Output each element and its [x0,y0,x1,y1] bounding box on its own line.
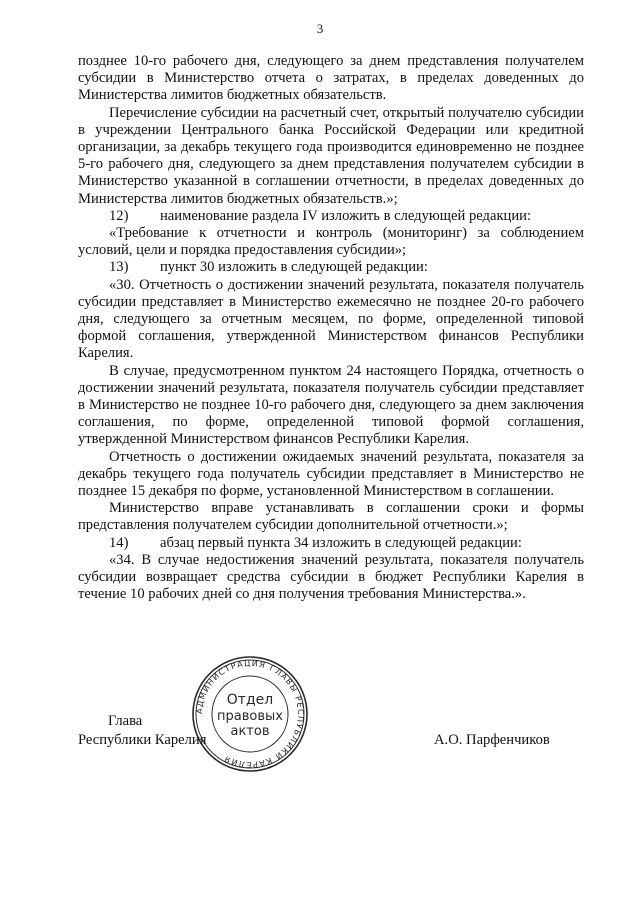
stamp-line-1: Отдел [226,692,274,708]
list-item-12 [109,208,584,225]
paragraph-clause-30: «30. Отчетность о достижении значений результата, показателя получатель субсидии представляет в Министерство ежемесячно не позднее 20-го рабочего дня, следующего за отчетным месяцем, по форме, определенной типовой формой соглашения, утвержденной Министерством финансов Республики Карелия. [78,276,584,362]
list-item-number: 14) [109,534,129,551]
list-item-text: пункт 30 изложить в следующей редакции: [160,259,428,276]
list-item-number: 12) [109,207,129,224]
page-number: 3 [316,21,324,36]
paragraph-december-report: Отчетность о достижении ожидаемых значений результата, показателя за декабрь текущего года получатель субсидии представляет в Министерство не позднее 15 декабря по форме, установленной Министерством в соглашении. [78,448,584,500]
paragraph-section-title: «Требование к отчетности и контроль (мониторинг) за соблюдением условий, цели и порядка предоставления субсидии»; [78,225,584,259]
list-item-14 [109,535,584,552]
stamp-ring-text: АДМИНИСТРАЦИЯ ГЛАВЫ РЕСПУБЛИКИ КАРЕЛИЯ [194,658,306,770]
stamp-line-3: актов [230,724,270,739]
list-item-number: 13) [109,259,129,276]
paragraph-continuation: позднее 10-го рабочего дня, следующего за днем представления получателем субсидии в Министерство отчета о затратах, в пределах доведенных до Министерства лимитов бюджетных обязательств. [78,53,584,104]
document-body [78,53,584,604]
signatory-title-line-2: Республики Карелия [78,732,207,748]
list-item-13 [109,259,584,276]
paragraph-clause-34: «34. В случае недостижения значений результата, показателя получатель субсидии возвращает средства субсидии в бюджет Республики Карелия в течение 10 рабочих дней со дня получения требования Министерства.». [78,551,584,603]
stamp-line-2: правовых [217,709,283,724]
signatory-title [78,712,338,750]
signatory-name: А.О. Парфенчиков [434,732,550,748]
list-item-text: абзац первый пункта 34 изложить в следующей редакции: [160,534,522,551]
paragraph-case-24: В случае, предусмотренном пунктом 24 настоящего Порядка, отчетность о достижении значений результата, показателя получатель субсидии представляет в Министерство не позднее 10-го рабочего дня, следующего за днем заключения соглашения, по форме, определенной типовой формой соглашения, утвержденной Министерством финансов Республики Карелия. [78,362,584,448]
list-item-text: наименование раздела IV изложить в следующей редакции: [160,207,532,224]
paragraph-payment-transfer: Перечисление субсидии на расчетный счет, открытый получателю субсидии в учреждении Центрального банка Российской Федерации или кредитной организации, за декабрь текущего года производится единовременно не позднее 5-го рабочего дня, следующего за днем представления получателем субсидии в Министерство указанной в соглашении отчетности, в пределах доведенных до Министерства лимитов бюджетных обязательств.»; [78,104,584,207]
paragraph-ministry-rights: Министерство вправе устанавливать в соглашении сроки и формы представления получателем субсидии дополнительной отчетности.»; [78,500,584,534]
signatory-title-line-1: Глава [108,713,143,729]
